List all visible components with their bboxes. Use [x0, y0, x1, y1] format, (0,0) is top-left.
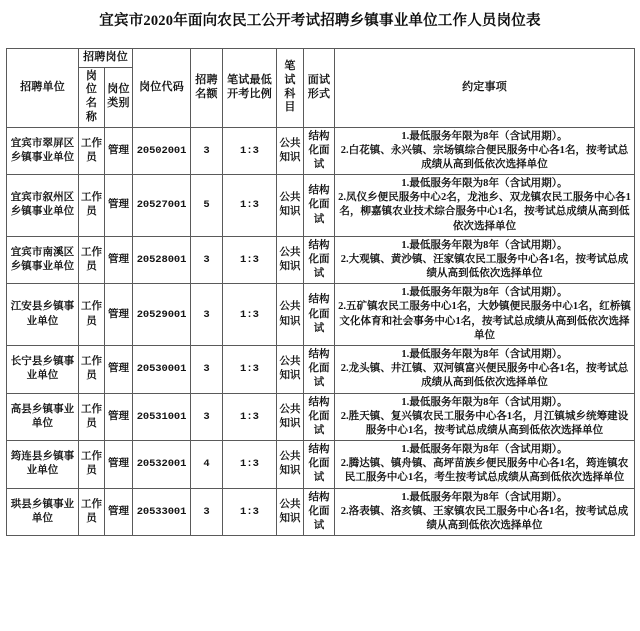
row-cell-subject: 公共知识 [277, 393, 304, 441]
row-cell-terms [335, 393, 635, 441]
row-cell-post-name: 工作员 [79, 175, 105, 237]
term-line: 1.最低服务年限为8年（含试用期）。 [401, 444, 568, 456]
row-cell-terms [335, 441, 635, 489]
row-cell-unit: 宜宾市南溪区乡镇事业单位 [7, 236, 79, 284]
row-cell-subject: 公共知识 [277, 127, 304, 175]
row-cell-ratio: 1:3 [223, 393, 277, 441]
table-body [7, 127, 635, 535]
row-cell-ratio: 1:3 [223, 175, 277, 237]
term-line: 1.最低服务年限为8年（含试用期）。 [401, 130, 568, 142]
row-cell-unit: 江安县乡镇事业单位 [7, 284, 79, 346]
row-cell-post-type: 管理 [105, 441, 133, 489]
row-cell-subject: 公共知识 [277, 488, 304, 536]
table-row [7, 393, 635, 441]
row-cell-post-type: 管理 [105, 127, 133, 175]
row-cell-interview: 结构化面试 [304, 236, 335, 284]
row-cell-ratio: 1:3 [223, 284, 277, 346]
row-cell-quota: 3 [191, 488, 223, 536]
row-cell-post-name: 工作员 [79, 441, 105, 489]
table-container [0, 48, 640, 536]
row-cell-ratio: 1:3 [223, 346, 277, 394]
row-cell-unit: 宜宾市翠屏区乡镇事业单位 [7, 127, 79, 175]
table-row [7, 127, 635, 175]
row-cell-code: 20527001 [133, 175, 191, 237]
row-cell-terms [335, 127, 635, 175]
term-line: 1.最低服务年限为8年（含试用期）。 [401, 491, 568, 503]
table-row [7, 441, 635, 489]
table-header [7, 48, 635, 127]
term-line: 1.最低服务年限为8年（含试用期）。 [401, 287, 568, 299]
row-cell-code: 20529001 [133, 284, 191, 346]
table-row [7, 284, 635, 346]
row-cell-terms [335, 346, 635, 394]
row-cell-quota: 5 [191, 175, 223, 237]
row-cell-code: 20530001 [133, 346, 191, 394]
row-cell-terms [335, 175, 635, 237]
row-cell-subject: 公共知识 [277, 236, 304, 284]
table-row [7, 346, 635, 394]
row-cell-post-type: 管理 [105, 236, 133, 284]
row-cell-terms [335, 236, 635, 284]
row-cell-subject: 公共知识 [277, 441, 304, 489]
row-cell-unit: 宜宾市叙州区乡镇事业单位 [7, 175, 79, 237]
term-line: 2.洛表镇、洛亥镇、王家镇农民工服务中心各1名，按考试总成绩从高到低依次选择单位 [340, 505, 629, 531]
row-cell-post-name: 工作员 [79, 236, 105, 284]
row-cell-quota: 3 [191, 284, 223, 346]
column-header-ratio: 笔试最低开考比例 [223, 48, 277, 127]
row-cell-code: 20532001 [133, 441, 191, 489]
row-cell-post-name: 工作员 [79, 393, 105, 441]
row-cell-post-type: 管理 [105, 284, 133, 346]
column-header-terms: 约定事项 [335, 48, 635, 127]
row-cell-code: 20533001 [133, 488, 191, 536]
table-row [7, 236, 635, 284]
row-cell-post-name: 工作员 [79, 284, 105, 346]
term-line: 1.最低服务年限为8年（含试用期）。 [401, 396, 568, 408]
row-cell-interview: 结构化面试 [304, 284, 335, 346]
row-cell-unit: 珙县乡镇事业单位 [7, 488, 79, 536]
row-cell-quota: 3 [191, 346, 223, 394]
term-line: 2.五矿镇农民工服务中心1名，大妙镇便民服务中心1名，红桥镇文化体育和社会事务中心1名，按考试总成绩从高到低依次选择单位 [338, 301, 631, 341]
column-header-interview: 面试形式 [304, 48, 335, 127]
row-cell-ratio: 1:3 [223, 236, 277, 284]
row-cell-interview: 结构化面试 [304, 393, 335, 441]
column-header-quota: 招聘名额 [191, 48, 223, 127]
row-cell-post-type: 管理 [105, 393, 133, 441]
row-cell-post-name: 工作员 [79, 488, 105, 536]
row-cell-interview: 结构化面试 [304, 127, 335, 175]
row-cell-terms [335, 284, 635, 346]
term-line: 1.最低服务年限为8年（含试用期）。 [401, 178, 568, 190]
column-header-post-type: 岗位类别 [105, 67, 133, 127]
table-row [7, 488, 635, 536]
row-cell-unit: 长宁县乡镇事业单位 [7, 346, 79, 394]
term-line: 2.凤仪乡便民服务中心2名，龙池乡、双龙镇农民工服务中心各1名，柳嘉镇农业技术综合服务中心1名，按考试总成绩从高到低依次选择单位 [338, 192, 631, 232]
term-line: 2.白花镇、永兴镇、宗场镇综合便民服务中心各1名，按考试总成绩从高到低依次选择单位 [340, 144, 629, 170]
row-cell-quota: 3 [191, 236, 223, 284]
row-cell-ratio: 1:3 [223, 488, 277, 536]
job-positions-table [6, 48, 635, 536]
row-cell-quota: 3 [191, 127, 223, 175]
column-header-subject: 笔试科目 [277, 48, 304, 127]
column-header-post-name: 岗位名称 [79, 67, 105, 127]
term-line: 2.大观镇、黄沙镇、汪家镇农民工服务中心各1名，按考试总成绩从高到低依次选择单位 [340, 253, 629, 280]
table-row [7, 175, 635, 237]
term-line: 2.龙头镇、井江镇、双河镇富兴便民服务中心各1名，按考试总成绩从高到低依次选择单位 [340, 363, 629, 389]
row-cell-post-type: 管理 [105, 346, 133, 394]
row-cell-interview: 结构化面试 [304, 441, 335, 489]
row-cell-interview: 结构化面试 [304, 346, 335, 394]
row-cell-post-name: 工作员 [79, 127, 105, 175]
row-cell-subject: 公共知识 [277, 284, 304, 346]
row-cell-ratio: 1:3 [223, 441, 277, 489]
row-cell-quota: 4 [191, 441, 223, 489]
term-line: 2.腾达镇、镇舟镇、高坪苗族乡便民服务中心各1名，筠连镇农民工服务中心1名，考生按考试总成绩从高到低依次选择单位 [340, 458, 629, 484]
row-cell-subject: 公共知识 [277, 175, 304, 237]
term-line: 2.胜天镇、复兴镇农民工服务中心各1名，月江镇城乡统筹建设服务中心1名，按考试总成绩从高到低依次选择单位 [340, 410, 629, 436]
row-cell-ratio: 1:3 [223, 127, 277, 175]
term-line: 1.最低服务年限为8年（含试用期）。 [401, 349, 568, 360]
row-cell-subject: 公共知识 [277, 346, 304, 394]
page-title: 宜宾市2020年面向农民工公开考试招聘乡镇事业单位工作人员岗位表 [99, 13, 541, 29]
row-cell-unit: 筠连县乡镇事业单位 [7, 441, 79, 489]
term-line: 1.最低服务年限为8年（含试用期）。 [401, 239, 568, 251]
column-header-code: 岗位代码 [133, 48, 191, 127]
column-header-unit: 招聘单位 [7, 48, 79, 127]
row-cell-interview: 结构化面试 [304, 488, 335, 536]
header-row-top [7, 48, 635, 67]
row-cell-code: 20502001 [133, 127, 191, 175]
row-cell-code: 20528001 [133, 236, 191, 284]
row-cell-terms [335, 488, 635, 536]
row-cell-post-type: 管理 [105, 175, 133, 237]
row-cell-quota: 3 [191, 393, 223, 441]
row-cell-interview: 结构化面试 [304, 175, 335, 237]
row-cell-post-type: 管理 [105, 488, 133, 536]
row-cell-unit: 高县乡镇事业单位 [7, 393, 79, 441]
row-cell-code: 20531001 [133, 393, 191, 441]
column-header-post-group: 招聘岗位 [79, 48, 133, 67]
row-cell-post-name: 工作员 [79, 346, 105, 394]
